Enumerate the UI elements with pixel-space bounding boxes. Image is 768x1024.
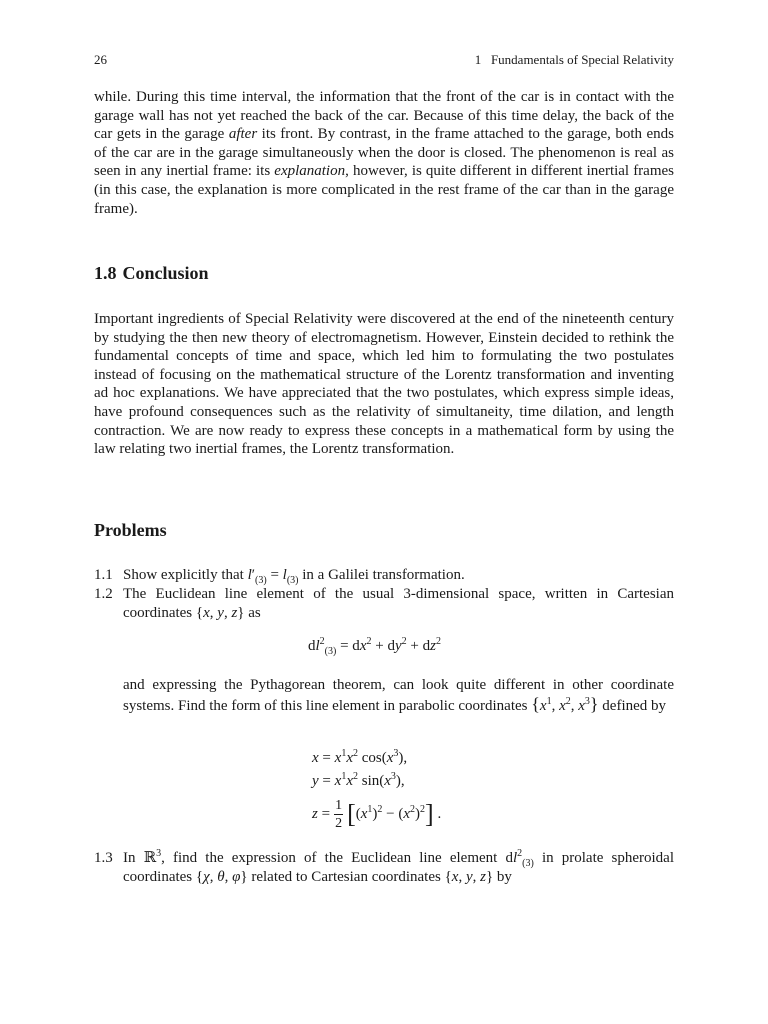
page-number: 26: [94, 52, 107, 67]
section-number: 1.8: [94, 263, 117, 283]
problem-number: 1.3: [94, 850, 113, 866]
equation-parabolic-y: $y = x^1x^2$ $\sin(x^3)$,: [312, 771, 405, 789]
problem-1-2: [94, 585, 674, 623]
section-title: Conclusion: [122, 263, 209, 283]
problem-text: Show explicitly that $l'_{(3)} = l_{(3)}$ in a Galilei transformation.: [123, 567, 465, 586]
problem-1-3: [94, 849, 674, 887]
equation-parabolic-x: $x = x^1x^2$ $\cos(x^3)$,: [312, 748, 408, 766]
section-heading-problems: Problems: [94, 520, 167, 540]
fraction-one-half: $\frac{1}{2}$: [335, 798, 343, 831]
problem-text: In ℝ$^3$, find the expression of the Euclidean line element $dl^2_{(3)}$ in prolate spheroidal coordinates {χ, θ, φ} related to Cartesian coordinates {x, y, z} by: [123, 848, 675, 885]
equation-line-element: $dl^2_{(3)} = dx^2 + dy^2 + dz^2$: [308, 636, 441, 657]
problem-1-1: [94, 566, 674, 585]
problem-text: and expressing the Pythagorean theorem, can look quite different in other coordinate systems. Find the form of this line element in parabolic coordinates {$x^1$, $x^2$, $x^3$} defined by: [123, 677, 674, 714]
section-heading-conclusion: [94, 263, 209, 284]
problem-1-2-continued: [94, 676, 674, 716]
problem-text: The Euclidean line element of the usual 3-dimensional space, written in Cartesian coordinates {x, y, z} as: [123, 586, 674, 621]
chapter-title: 1 Fundamentals of Special Relativity: [474, 52, 674, 67]
paragraph-conclusion: Important ingredients of Special Relativity were discovered at the end of the nineteenth century by studying the then new theory of electromagnetism. However, Einstein decided to rethink the fundamental concepts of time and space, which led him to formulating the two postulates instead of focusing on the mathematical structure of the Lorentz transformation and inventing ad hoc explanations. We have appreciated that the two postulates, which express simple ideas, have profound consequences such as the relativity of simultaneity, time dilation, and length contraction. We are now ready to express these concepts in a mathematical form by using the law relating two inertial frames, the Lorentz transformation.: [94, 311, 674, 458]
problem-number: 1.1: [94, 567, 113, 583]
paragraph-garage-explanation: while. During this time interval, the information that the front of the car is in contact with the garage wall has not yet reached the back of the car. Because of this time delay, the back of the car gets in the garage after its front. By contrast, in the frame attached to the garage, both ends of the car are in the garage simultaneously when the door is closed. The phenomenon is real as seen in any inertial frame: its explanation, however, is quite different in different inertial frames (in this case, the explanation is more complicated in the rest frame of the car than in the garage frame).: [94, 89, 675, 217]
problem-number: 1.2: [94, 586, 113, 602]
equation-parabolic-z: z = $\frac{1}{2}$ $[(x^1)^2 - (x^2)^2]$ .: [312, 798, 442, 831]
